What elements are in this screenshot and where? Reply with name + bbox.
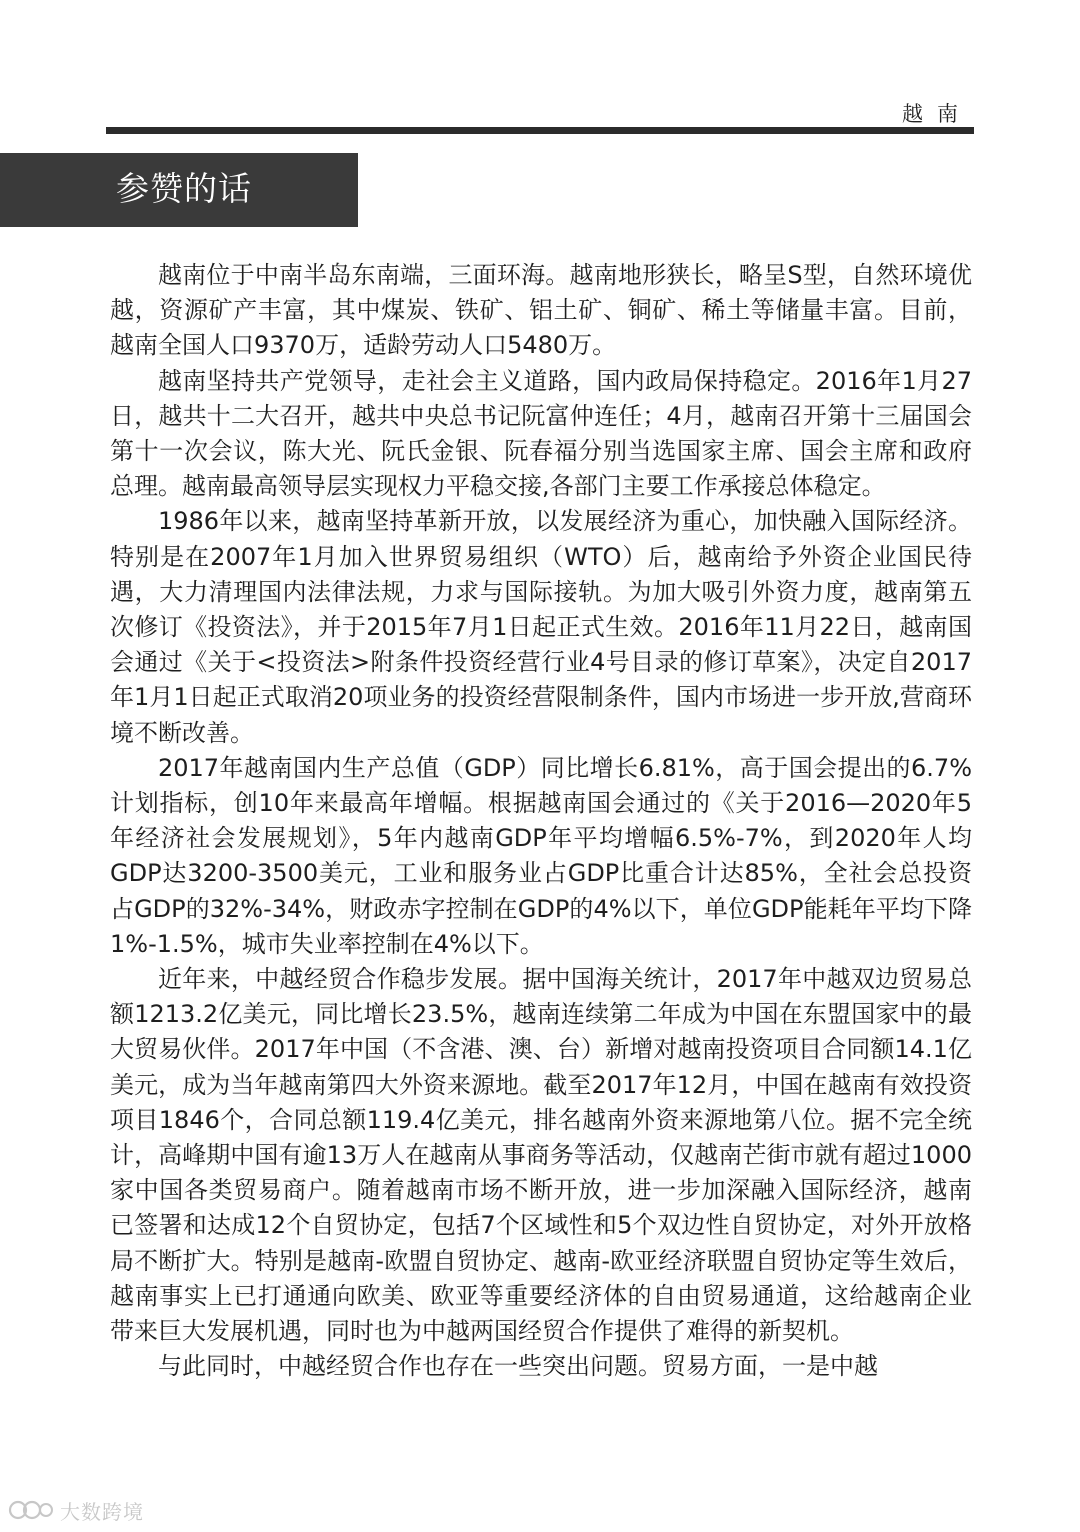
section-title: 参赞的话 (116, 169, 252, 208)
paragraph-trade: 近年来，中越经贸合作稳步发展。据中国海关统计，2017年中越双边贸易总额1213.2亿美元，同比增长23.5%，越南连续第二年成为中国在东盟国家中的最大贸易伙伴。2017年中国（不含港、澳、台）新增对越南投资项目合同额14.1亿美元，成为当年越南第四大外资来源地。截至2017年12月，中国在越南有效投资项目1846个，合同总额119.4亿美元，排名越南外资来源地第八位。据不完全统计，高峰期中国有逾13万人在越南从事商务等活动，仅越南芒街市就有超过1000家中国各类贸易商户。随着越南市场不断开放，进一步加深融入国际经济，越南已签署和达成12个自贸协定，包括7个区域性和5个双边性自贸协定，对外开放格局不断扩大。特别是越南-欧盟自贸协定、越南-欧亚经济联盟自贸协定等生效后，越南事实上已打通通向欧美、欧亚等重要经济体的自由贸易通道，这给越南企业带来巨大发展机遇，同时也为中越两国经贸合作提供了难得的新契机。 (110, 965, 972, 1346)
watermark (8, 1496, 144, 1524)
watermark-text: 大数跨境 (60, 1499, 144, 1524)
paragraph-reform: 1986年以来，越南坚持革新开放，以发展经济为重心，加快融入国际经济。特别是在2007年1月加入世界贸易组织（WTO）后，越南给予外资企业国民待遇，大力清理国内法律法规，力求与国际接轨。为加大吸引外资力度，越南第五次修订《投资法》，并于2015年7月1日起正式生效。2016年11月22日，越南国会通过《关于<投资法>附条件投资经营行业4号目录的修订草案》，决定自2017年1月1日起正式取消20项业务的投资经营限制条件，国内市场进一步开放,营商环境不断改善。 (110, 507, 972, 747)
paragraph-politics: 越南坚持共产党领导，走社会主义道路，国内政局保持稳定。2016年1月27日，越共十二大召开，越共中央总书记阮富仲连任；4月，越南召开第十三届国会第十一次会议，陈大光、阮氏金银、阮春福分别当选国家主席、国会主席和政府总理。越南最高领导层实现权力平稳交接,各部门主要工作承接总体稳定。 (110, 366, 972, 501)
header-rule (106, 127, 974, 134)
section-title-banner (0, 153, 358, 227)
article-body (110, 258, 972, 1385)
watermark-logo-icon (8, 1497, 54, 1523)
paragraph-geography: 越南位于中南半岛东南端，三面环海。越南地形狭长，略呈S型，自然环境优越，资源矿产丰富，其中煤炭、铁矿、铝土矿、铜矿、稀土等储量丰富。目前，越南全国人口9370万，适龄劳动人口5480万。 (110, 261, 972, 360)
running-head: 越南 (902, 102, 972, 126)
paragraph-problems: 与此同时，中越经贸合作也存在一些突出问题。贸易方面，一是中越 (158, 1352, 878, 1381)
paragraph-economy: 2017年越南国内生产总值（GDP）同比增长6.81%，高于国会提出的6.7%计划指标，创10年来最高年增幅。根据越南国会通过的《关于2016—2020年5年经济社会发展规划》，5年内越南GDP年平均增幅6.5%-7%，到2020年人均GDP达3200-3500美元，工业和服务业占GDP比重合计达85%，全社会总投资占GDP的32%-34%，财政赤字控制在GDP的4%以下，单位GDP能耗年平均下降1%-1.5%，城市失业率控制在4%以下。 (110, 753, 972, 958)
